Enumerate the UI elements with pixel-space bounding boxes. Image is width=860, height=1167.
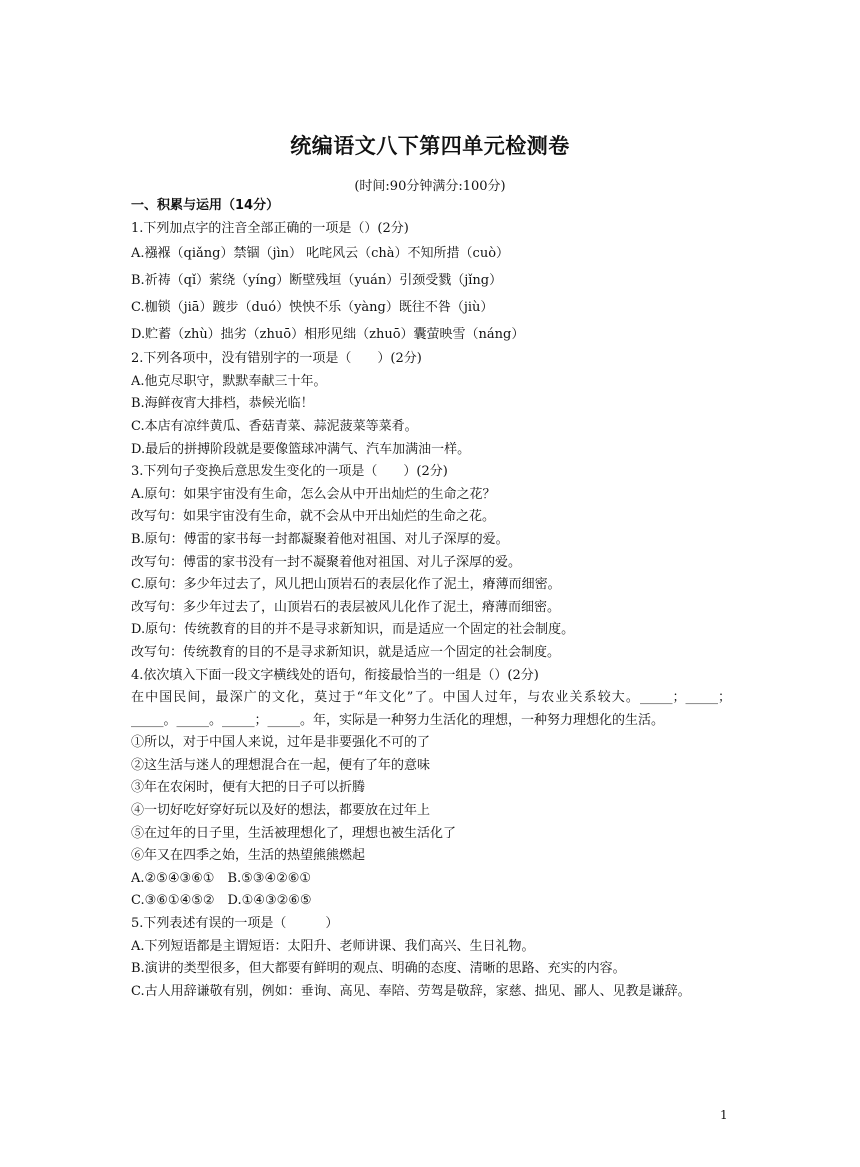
question-4-item: ②这生活与迷人的理想混合在一起，便有了年的意味 bbox=[131, 757, 431, 773]
question-2-stem: 2.下列各项中，没有错别字的一项是（ ）(2分) bbox=[131, 351, 422, 367]
question-5-option-b: B.演讲的类型很多，但大都要有鲜明的观点、明确的态度、清晰的思路、充实的内容。 bbox=[131, 961, 626, 977]
exam-content bbox=[131, 195, 731, 1003]
question-2-option-c: C.本店有凉绊黄瓜、香菇青菜、蒜泥菠菜等菜肴。 bbox=[131, 418, 418, 434]
question-1-option-b: B.祈祷（qǐ）萦绕（yíng）断壁残垣（yuán）引颈受戮（jǐng） bbox=[131, 273, 503, 289]
question-4-item: ⑥年又在四季之始，生活的热望熊熊燃起 bbox=[131, 848, 366, 864]
section-heading: 一、积累与运用（14分） bbox=[131, 198, 280, 213]
page-subtitle: (时间:90分钟满分:100分) bbox=[354, 179, 506, 194]
page-number: 1 bbox=[720, 1108, 728, 1122]
question-3-line: 改写句：傅雷的家书没有一封不凝聚着他对祖国、对儿子深厚的爱。 bbox=[131, 554, 522, 570]
question-3-line: C.原句：多少年过去了，风儿把山顶岩石的表层化作了泥土，瘠薄而细密。 bbox=[131, 577, 561, 593]
question-2-option-d: D.最后的拼搏阶段就是要像篮球冲满气、汽车加满油一样。 bbox=[131, 441, 471, 457]
question-3-line: D.原句：传统教育的目的并不是寻求新知识，而是适应一个固定的社会制度。 bbox=[131, 622, 575, 638]
question-2-option-b: B.海鲜夜宵大排档，恭候光临！ bbox=[131, 396, 314, 412]
question-3-line: 改写句：如果宇宙没有生命，就不会从中开出灿烂的生命之花。 bbox=[131, 509, 496, 525]
question-1-option-a: A.襁褓（qiǎng）禁锢（jìn） 叱咤风云（chà）不知所措（cuò） bbox=[131, 246, 510, 262]
question-3-line: A.原句：如果宇宙没有生命，怎么会从中开出灿烂的生命之花？ bbox=[131, 486, 496, 502]
question-4-passage: 在中国民间，最深广的文化，莫过于“年文化”了。中国人过年，与农业关系较大。_____；_____；_____。_____。_____；_____。年，实际是一种努力生活化的理想，一种努力理想化的生活。 bbox=[131, 690, 731, 728]
question-2-option-a: A.他克尽职守，默默奉献三十年。 bbox=[131, 373, 327, 389]
page-title: 统编语文八下第四单元检测卷 bbox=[290, 134, 570, 158]
question-3-line: 改写句：传统教育的目的不是寻求新知识，就是适应一个固定的社会制度。 bbox=[131, 644, 561, 660]
question-3-line: 改写句：多少年过去了，山顶岩石的表层被风儿化作了泥土，瘠薄而细密。 bbox=[131, 599, 561, 615]
question-1-option-c: C.枷锁（jiā）踱步（duó）怏怏不乐（yàng）既往不咎（jiù） bbox=[131, 300, 494, 316]
question-4-options-cd: C.③⑥①④⑤② D.①④③②⑥⑤ bbox=[131, 893, 312, 909]
question-5-option-a: A.下列短语都是主谓短语：太阳升、老师讲课、我们高兴、生日礼物。 bbox=[131, 938, 535, 954]
question-5-stem: 5.下列表述有误的一项是（ ） bbox=[131, 916, 339, 932]
question-5-option-c: C.古人用辞谦敬有别，例如：垂询、高见、奉陪、劳驾是敬辞，家慈、拙见、鄙人、见教是谦辞。 bbox=[131, 983, 691, 999]
question-3-line: B.原句：傅雷的家书每一封都凝聚着他对祖国、对儿子深厚的爱。 bbox=[131, 531, 509, 547]
question-4-item: ④一切好吃好穿好玩以及好的想法，都要放在过年上 bbox=[131, 803, 431, 819]
question-4-item: ⑤在过年的日子里，生活被理想化了，理想也被生活化了 bbox=[131, 825, 457, 841]
question-1-option-d: D.贮蓄（zhù）拙劣（zhuō）相形见绌（zhuō）囊萤映雪（náng） bbox=[131, 327, 525, 343]
question-4-item: ③年在农闲时，便有大把的日子可以折腾 bbox=[131, 780, 366, 796]
question-4-options-ab: A.②⑤④③⑥① B.⑤③④②⑥① bbox=[131, 870, 312, 886]
question-4-item: ①所以，对于中国人来说，过年是非要强化不可的了 bbox=[131, 735, 431, 751]
question-1-stem: 1.下列加点字的注音全部正确的一项是（）(2分) bbox=[131, 220, 409, 236]
question-3-stem: 3.下列句子变换后意思发生变化的一项是（ ）(2分) bbox=[131, 464, 448, 480]
question-4-stem: 4.依次填入下面一段文字横线处的语句，衔接最恰当的一组是（）(2分) bbox=[131, 667, 539, 683]
